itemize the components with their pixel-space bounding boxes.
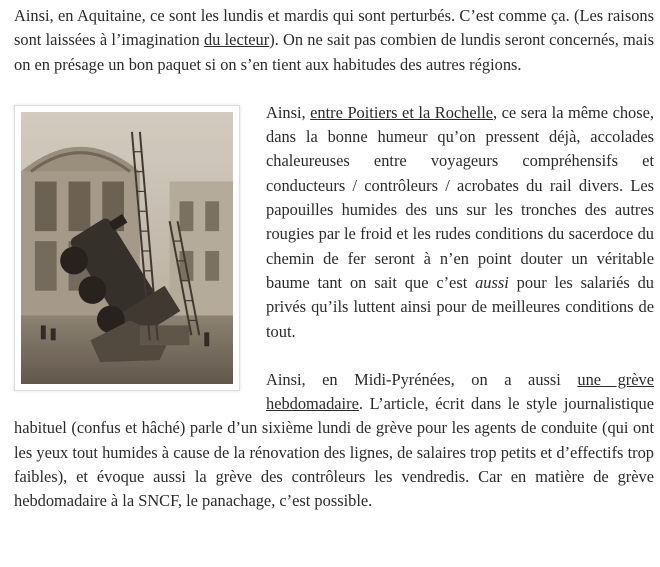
train-wreck-photo[interactable]	[14, 105, 240, 391]
paragraph-midi-pyrenees-text-a: Ainsi, en Midi-Pyrénées, on a aussi	[266, 369, 578, 389]
link-poitiers-rochelle[interactable]: entre Poitiers et la Rochelle	[310, 102, 494, 122]
paragraph-poitiers-text-a: Ainsi,	[266, 102, 311, 122]
photo-image	[21, 112, 233, 384]
link-greve-hebdomadaire[interactable]: une grève hebdomadaire	[266, 369, 654, 414]
paragraph-aquitaine-text-b: ). On ne sait pas combien de lundis seront concernés, mais on en présage un bon paquet si on s’en tient aux habitudes des autres régions.	[14, 30, 654, 74]
emphasis-aussi: aussi	[475, 272, 509, 292]
paragraph-aquitaine-text-a: Ainsi, en Aquitaine, ce sont les lundis et mardis qui sont perturbés. C’est comme ça. (Les raisons sont laissées à l’imagination	[14, 6, 654, 50]
paragraph-aquitaine	[14, 4, 654, 77]
section-poitiers	[14, 101, 654, 514]
paragraph-midi-pyrenees-text-b: . L’article, écrit dans le style journalistique habituel (confus et hâché) parle d’un sixième lundi de grève pour les agents de conduite (qui ont les yeux tout humides à cause de la rénovation des lignes, de salaires trop petits et d’effectifs trop faibles), et évoque aussi la grève des contrôleurs les vendredis. Car en matière de grève hebdomadaire à la SNCF, le panachage, c’est possible.	[14, 394, 654, 511]
link-du-lecteur[interactable]: du lecteur	[203, 30, 270, 50]
paragraph-poitiers-text-c: pour les salariés du privés qu’ils luttent ainsi pour de meilleures conditions de tout.	[266, 272, 654, 341]
article-body	[14, 0, 654, 514]
paragraph-poitiers-text-b: , ce sera la même chose, dans la bonne humeur qu’on pressent déjà, accolades chaleureuses entre voyageurs compréhensifs et conducteurs / contrôleurs / acrobates du rail divers. Les papouilles humides des uns sur les tronches des autres rougies par le froid et les rudes conditions du sacerdoce du chemin de fer seront à n’en point douter un véritable baume tant on sait que c’est	[266, 102, 654, 292]
